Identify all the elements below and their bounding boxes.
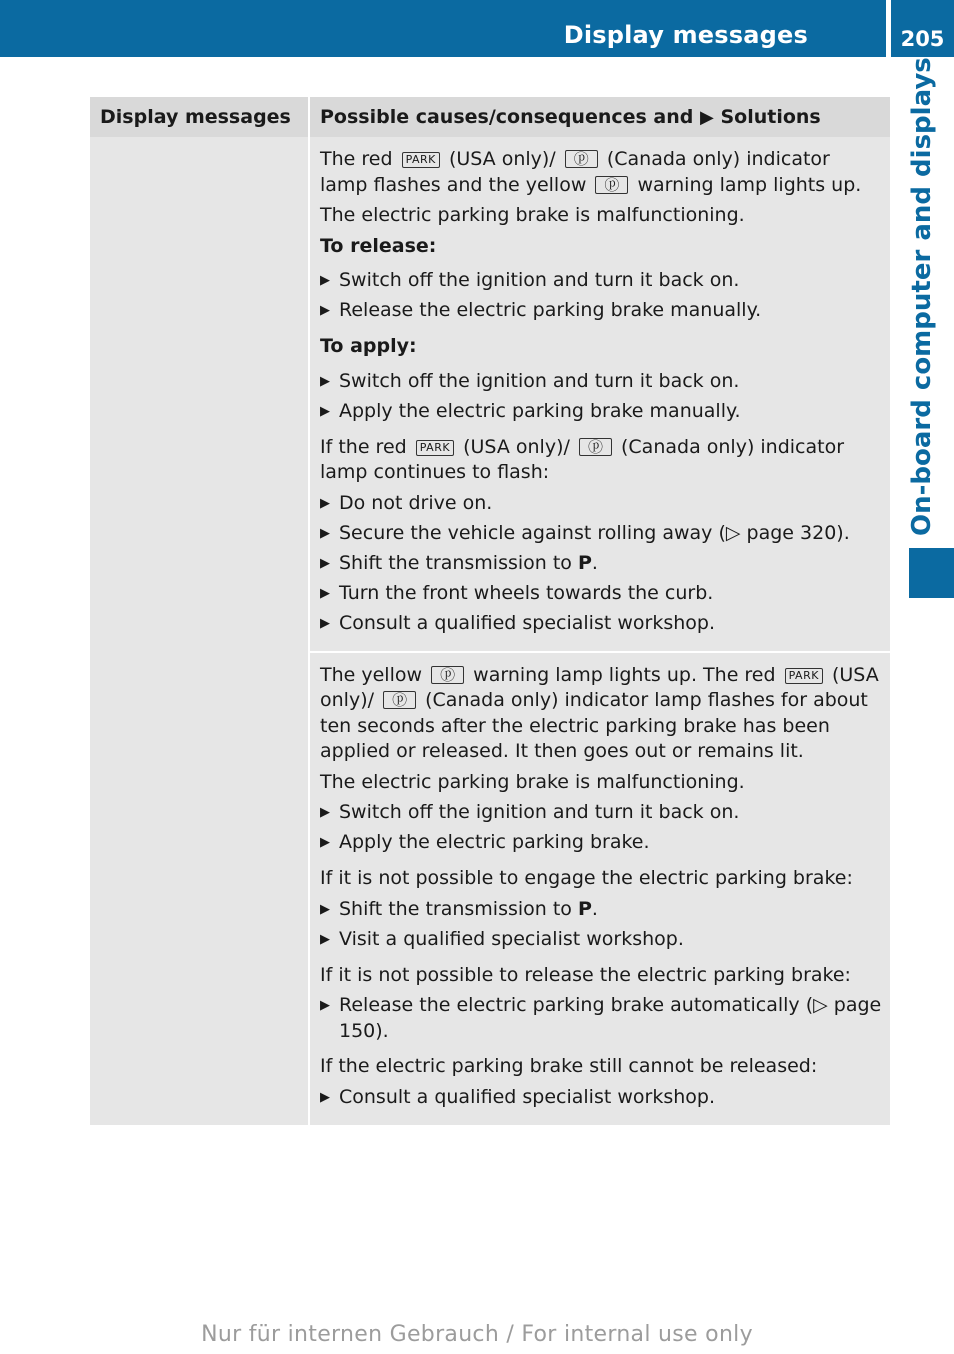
list-item — [320, 993, 882, 1044]
parking-brake-icon: ⓟ — [595, 176, 628, 194]
list-item — [320, 369, 882, 395]
list-item — [320, 897, 882, 923]
park-lamp-icon: PARK — [402, 152, 440, 168]
text-fragment: . — [591, 897, 598, 920]
step-text: Consult a qualified specialist workshop. — [339, 611, 715, 634]
flashing-condition-text — [320, 435, 882, 486]
list-item — [320, 551, 882, 577]
step-arrow-icon: ▶ — [320, 805, 330, 820]
list-item — [320, 800, 882, 826]
step-text: Visit a qualified specialist workshop. — [339, 927, 684, 950]
page-number-box — [891, 0, 954, 57]
step-text: Switch off the ignition and turn it back on. — [339, 369, 740, 392]
text-fragment: Release the electric parking brake automatically ( — [339, 994, 814, 1016]
step-text: Apply the electric parking brake manually. — [339, 399, 741, 422]
parking-brake-icon: ⓟ — [579, 438, 612, 456]
text-fragment: . — [591, 551, 598, 574]
step-arrow-icon: ▶ — [320, 585, 330, 601]
text-fragment: (USA only)/ — [463, 435, 570, 458]
column-header-causes-text: Possible causes/consequences and — [320, 106, 694, 128]
column-header-solutions-text: Solutions — [720, 106, 821, 128]
text-fragment: Secure the vehicle against rolling away ( — [339, 521, 726, 544]
chapter-tab-label: On-board computer and displays — [907, 57, 937, 536]
text-fragment: (Canada only) indicator lamp flashes for about ten seconds after the electric parking brake has been applied or released. It then goes out or remains lit. — [320, 689, 868, 762]
step-text — [339, 521, 850, 547]
text-fragment: The yellow — [320, 663, 423, 686]
text-fragment: (USA only)/ — [320, 663, 879, 711]
message-column-cell — [90, 137, 308, 1125]
text-fragment: Shift the transmission to — [339, 897, 572, 920]
step-text: Switch off the ignition and turn it back on. — [339, 269, 740, 291]
gear-position: P — [577, 897, 592, 920]
lamp-status-text — [320, 663, 882, 765]
malfunction-text: The electric parking brake is malfunctioning. — [320, 770, 745, 793]
parking-brake-icon: ⓟ — [383, 691, 416, 709]
list-item — [320, 830, 882, 856]
table-body — [90, 137, 890, 1125]
list-item — [320, 1085, 882, 1111]
still-condition-text: If the electric parking brake still cannot be released: — [320, 1055, 818, 1077]
table-header-row — [90, 97, 890, 137]
step-text: Switch off the ignition and turn it back on. — [339, 801, 740, 823]
text-fragment: (Canada only) indicator lamp flashes and the yellow — [320, 148, 830, 196]
parking-brake-icon: ⓟ — [431, 666, 464, 684]
text-fragment: (Canada only) indicator lamp continues to flash: — [320, 435, 845, 483]
step-arrow-icon: ▶ — [320, 931, 330, 947]
step-arrow-icon: ▶ — [320, 901, 330, 917]
step-arrow-icon: ▶ — [320, 373, 330, 389]
release-condition-text: If it is not possible to release the electric parking brake: — [320, 963, 851, 986]
list-item — [320, 611, 882, 637]
page-reference-link[interactable]: page 320). — [746, 521, 850, 544]
text-fragment: warning lamp lights up. The red — [473, 663, 776, 686]
text-fragment: If the red — [320, 435, 407, 458]
solution-arrow-icon: ▶ — [700, 107, 714, 128]
header-bar — [0, 0, 886, 57]
list-item — [320, 268, 882, 294]
park-lamp-icon: PARK — [416, 440, 454, 456]
step-text — [339, 897, 598, 923]
list-item — [320, 927, 882, 953]
step-text — [339, 993, 882, 1044]
step-text: Release the electric parking brake manually. — [339, 299, 762, 321]
malfunction-text: The electric parking brake is malfunctioning. — [320, 204, 745, 226]
page-number: 205 — [900, 27, 945, 51]
step-text: Consult a qualified specialist workshop. — [339, 1085, 715, 1108]
step-arrow-icon: ▶ — [320, 303, 330, 318]
page-ref-arrow-icon: ▷ — [725, 521, 741, 544]
list-item — [320, 298, 882, 324]
text-fragment: warning lamp lights up. — [637, 173, 862, 196]
apply-label: To apply: — [320, 335, 417, 357]
step-arrow-icon: ▶ — [320, 495, 330, 511]
step-text: Apply the electric parking brake. — [339, 831, 650, 853]
section-title: Display messages — [563, 21, 808, 49]
step-text: Do not drive on. — [339, 491, 493, 514]
text-fragment: (USA only)/ — [448, 148, 556, 170]
lamp-status-text — [320, 147, 882, 198]
list-item — [320, 491, 882, 517]
step-arrow-icon: ▶ — [320, 615, 330, 631]
internal-use-watermark: Nur für internen Gebrauch / For internal use only — [201, 1322, 753, 1347]
column-header-causes — [308, 97, 890, 137]
parking-brake-icon: ⓟ — [565, 150, 598, 168]
step-text — [339, 551, 598, 577]
park-lamp-icon: PARK — [785, 668, 823, 684]
column-header-display-messages: Display messages — [100, 106, 291, 128]
step-arrow-icon: ▶ — [320, 525, 330, 541]
step-arrow-icon: ▶ — [320, 998, 330, 1013]
display-messages-table — [90, 97, 890, 1125]
solutions-column — [308, 137, 890, 1125]
step-arrow-icon: ▶ — [320, 555, 330, 571]
page-reference-link[interactable]: page 150). — [339, 994, 882, 1042]
list-item — [320, 521, 882, 547]
step-text: Turn the front wheels towards the curb. — [339, 581, 714, 604]
step-arrow-icon: ▶ — [320, 403, 330, 419]
table-row — [310, 137, 890, 651]
text-fragment: Shift the transmission to — [339, 551, 572, 574]
page-ref-arrow-icon: ▷ — [813, 994, 828, 1016]
engage-condition-text: If it is not possible to engage the electric parking brake: — [320, 867, 853, 889]
gear-position: P — [577, 551, 592, 574]
step-arrow-icon: ▶ — [320, 835, 330, 850]
list-item — [320, 399, 882, 425]
release-label: To release: — [320, 234, 437, 257]
text-fragment: The red — [320, 148, 393, 170]
step-arrow-icon: ▶ — [320, 1089, 330, 1105]
list-item — [320, 581, 882, 607]
chapter-tab-marker — [909, 548, 954, 598]
table-row — [310, 651, 890, 1125]
step-arrow-icon: ▶ — [320, 273, 330, 288]
